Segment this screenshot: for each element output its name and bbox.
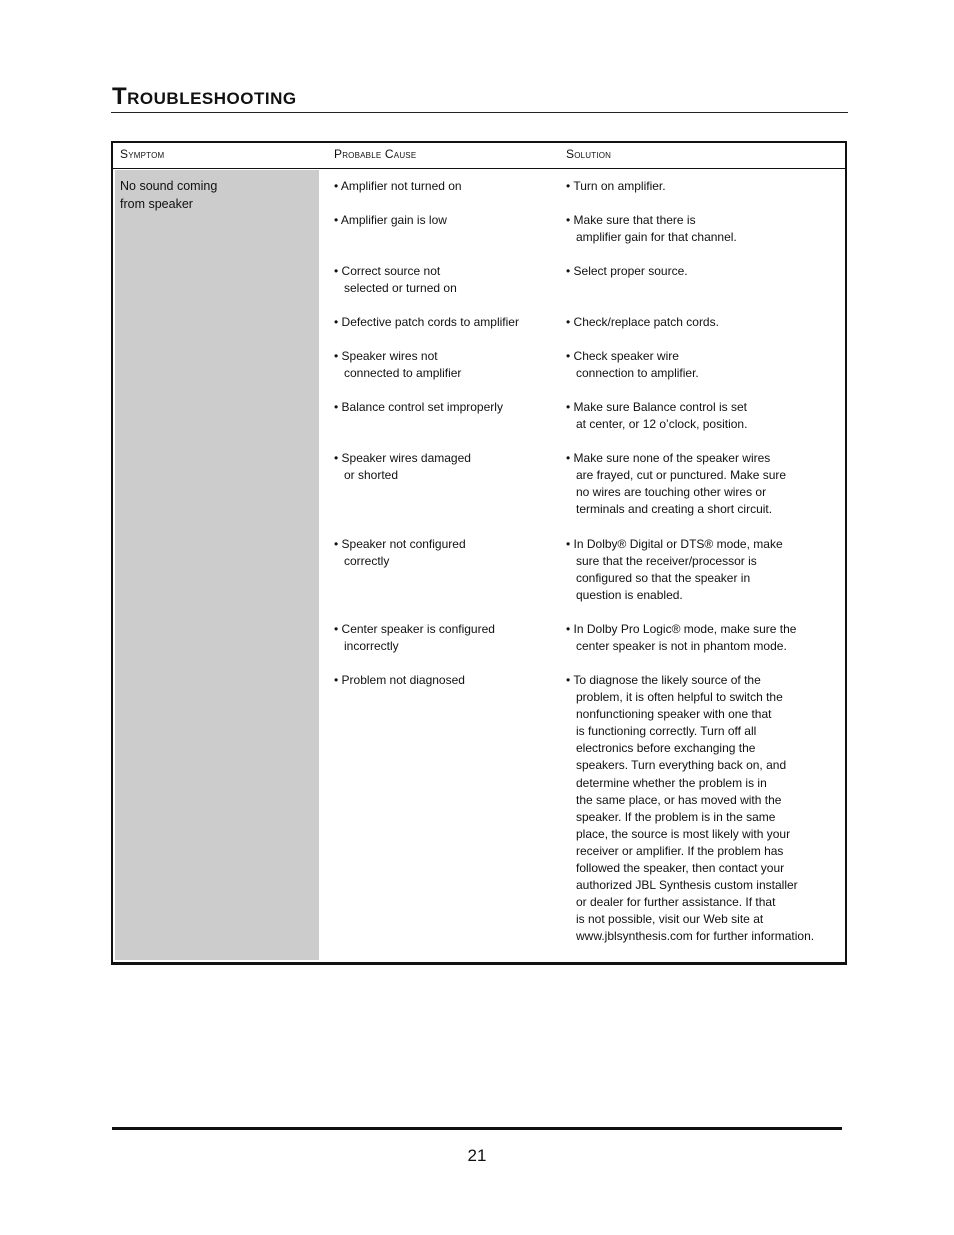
solution-cell: • Make sure none of the speaker wires are frayed, cut or punctured. Make sure no wires are touching other wires or terminals and creating a short circuit.: [566, 451, 787, 517]
solution-cell: • Select proper source.: [566, 264, 688, 278]
cause-cell: • Center speaker is configured incorrectly: [334, 622, 495, 654]
solution-cell: • In Dolby® Digital or DTS® mode, make sure that the receiver/processor is configured so that the speaker in question is enabled.: [566, 537, 783, 603]
cause-cell: • Speaker not configured correctly: [334, 537, 466, 569]
page-number: 21: [467, 1146, 487, 1165]
solution-cell: • To diagnose the likely source of the problem, it is often helpful to switch the nonfunctioning speaker with one that is functioning correctly. Turn off all electronics before exchanging the speakers. Turn everything back on, and determine whether the problem is in the same place, or has moved with the speaker. If the problem is in the same place, the source is most likely with your receiver or amplifier. If the problem has followed the speaker, then contact your authorized JBL Synthesis custom installer or dealer for further assistance. If that is not possible, visit our Web site at www.jblsynthesis.com for further information.: [566, 673, 815, 944]
cause-cell: • Speaker wires not connected to amplifier: [334, 349, 462, 381]
solution-cell: • Check speaker wire connection to amplifier.: [566, 349, 699, 381]
solution-cell: • Check/replace patch cords.: [566, 315, 719, 329]
cause-cell: • Correct source not selected or turned on: [334, 264, 457, 296]
table-header-row: [113, 143, 845, 169]
cause-cell: • Balance control set improperly: [334, 400, 503, 414]
solution-cell: • Make sure Balance control is set at center, or 12 o’clock, position.: [566, 400, 748, 432]
cause-cell: • Amplifier gain is low: [334, 213, 447, 227]
footer-divider: [112, 1127, 842, 1130]
cause-cell: • Problem not diagnosed: [334, 673, 465, 687]
header-solution: Solution: [566, 147, 612, 161]
troubleshooting-table: [111, 141, 847, 965]
solution-cell: • Make sure that there is amplifier gain for that channel.: [566, 213, 737, 245]
cause-cell: • Amplifier not turned on: [334, 179, 462, 193]
page-title: Troubleshooting: [112, 83, 297, 110]
cause-cell: • Speaker wires damaged or shorted: [334, 451, 471, 483]
solution-cell: • Turn on amplifier.: [566, 179, 666, 193]
cause-cell: • Defective patch cords to amplifier: [334, 315, 519, 329]
title-divider: [111, 112, 848, 113]
solution-cell: • In Dolby Pro Logic® mode, make sure the center speaker is not in phantom mode.: [566, 622, 797, 654]
symptom-cell: No sound coming from speaker: [120, 179, 218, 211]
symptom-column-shading: [115, 170, 319, 960]
header-probable-cause: Probable Cause: [334, 147, 417, 161]
header-symptom: Symptom: [120, 147, 165, 161]
